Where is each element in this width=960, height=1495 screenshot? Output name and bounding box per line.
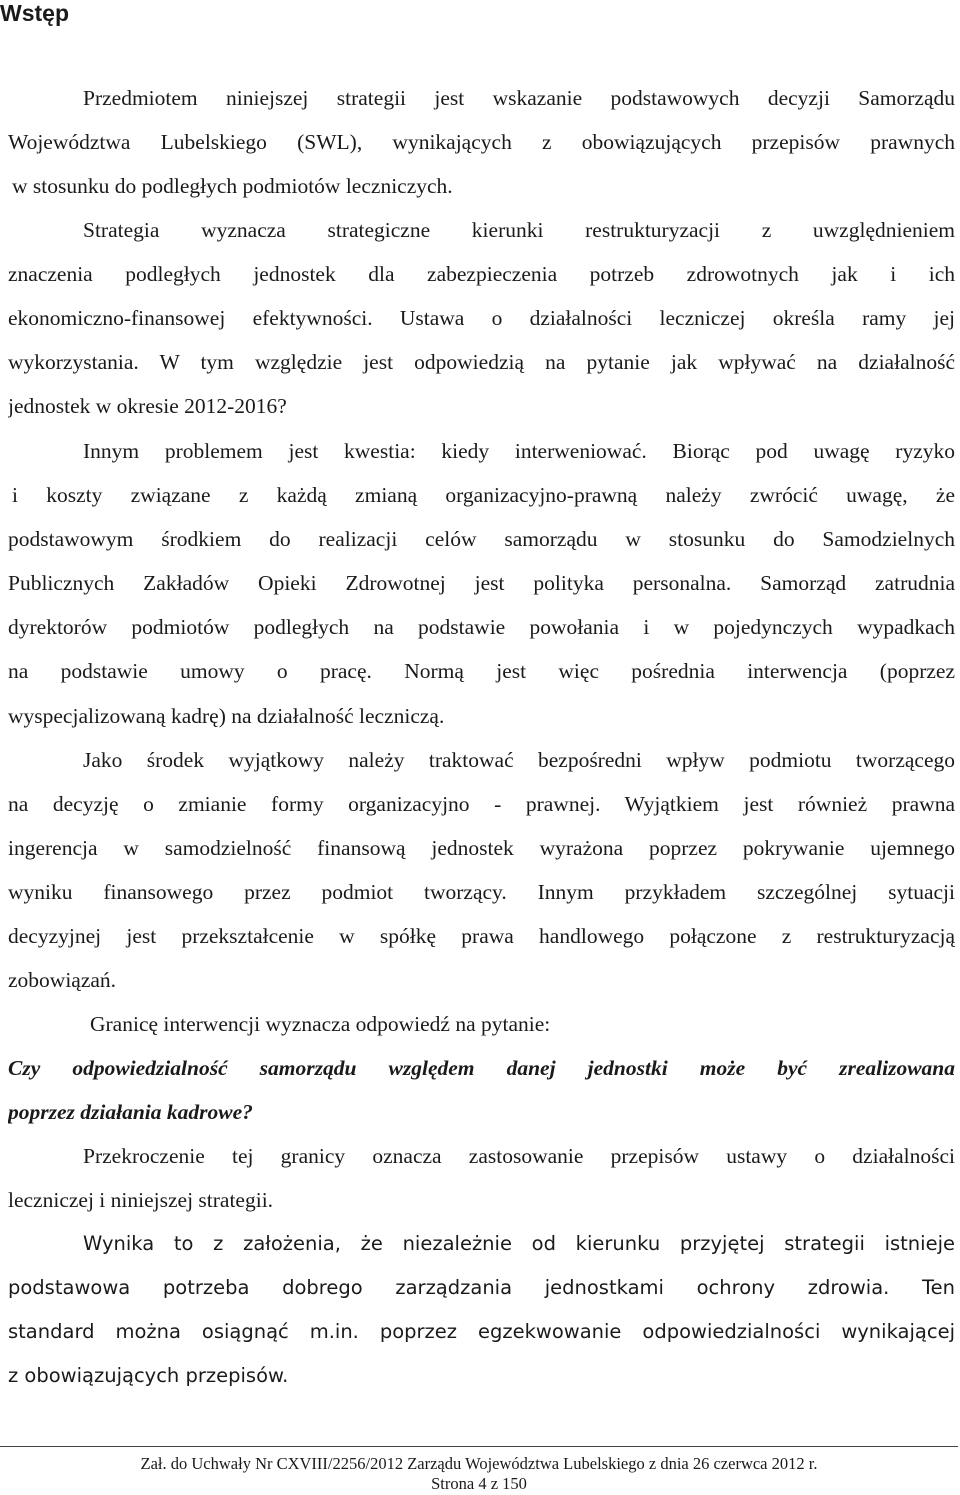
text-line: wyspecjalizowaną kadrę) na działalność leczniczą. — [8, 704, 445, 728]
text-line: podstawowym środkiem do realizacji celów samorządu w stosunku do Samodzielnych — [8, 527, 955, 551]
text-line: Województwa Lubelskiego (SWL), wynikających z obowiązujących przepisów prawnych — [8, 130, 955, 154]
text-line: poprzez działania kadrowe? — [8, 1100, 253, 1124]
text-line: na podstawie umowy o pracę. Normą jest więc pośrednia interwencja (poprzez — [8, 659, 955, 683]
text-line: zobowiązań. — [8, 968, 117, 992]
text-line: wykorzystania. W tym względzie jest odpowiedzią na pytanie jak wpływać na działalność — [8, 350, 955, 374]
text-line: decyzyjnej jest przekształcenie w spółkę prawa handlowego połączone z restrukturyzacją — [8, 924, 955, 948]
text-line: Przekroczenie tej granicy oznacza zastosowanie przepisów ustawy o działalności — [83, 1144, 955, 1168]
text-line: na decyzję o zmianie formy organizacyjno - prawnej. Wyjątkiem jest również prawna — [8, 792, 955, 816]
text-line: ingerencja w samodzielność finansową jednostek wyrażona poprzez pokrywanie ujemnego — [8, 836, 955, 860]
text-line: dyrektorów podmiotów podległych na podstawie powołania i w pojedynczych wypadkach — [8, 615, 955, 639]
footer-resolution: Zał. do Uchwały Nr CXVIII/2256/2012 Zarządu Województwa Lubelskiego z dnia 26 czerwca 2012 r. — [140, 1454, 818, 1473]
footer-divider — [0, 1446, 958, 1447]
text-line: Wynika to z założenia, że niezależnie od kierunku przyjętej strategii istnieje — [83, 1232, 955, 1255]
footer-page-number: Strona 4 z 150 — [431, 1474, 527, 1493]
text-line: Czy odpowiedzialność samorządu względem danej jednostki może być zrealizowana — [8, 1056, 955, 1080]
text-line: Publicznych Zakładów Opieki Zdrowotnej jest polityka personalna. Samorząd zatrudnia — [8, 571, 955, 595]
text-line: w stosunku do podległych podmiotów leczniczych. — [12, 174, 453, 198]
text-line: Innym problemem jest kwestia: kiedy interweniować. Biorąc pod uwagę ryzyko — [83, 439, 955, 463]
text-line: wyniku finansowego przez podmiot tworzący. Innym przykładem szczególnej sytuacji — [8, 880, 955, 904]
text-line: standard można osiągnąć m.in. poprzez egzekwowanie odpowiedzialności wynikającej — [8, 1320, 955, 1343]
text-line: znaczenia podległych jednostek dla zabezpieczenia potrzeb zdrowotnych jak i ich — [8, 262, 955, 286]
text-line: podstawowa potrzeba dobrego zarządzania jednostkami ochrony zdrowia. Ten — [8, 1276, 955, 1299]
page-heading: Wstęp — [0, 0, 69, 26]
text-line: Granicę interwencji wyznacza odpowiedź na pytanie: — [90, 1012, 551, 1036]
text-line: leczniczej i niniejszej strategii. — [8, 1188, 274, 1212]
text-line: Strategia wyznacza strategiczne kierunki restrukturyzacji z uwzględnieniem — [83, 218, 955, 242]
text-line: i koszty związane z każdą zmianą organizacyjno-prawną należy zwrócić uwagę, że — [12, 483, 955, 507]
text-line: ekonomiczno-finansowej efektywności. Ustawa o działalności leczniczej określa ramy jej — [8, 306, 955, 330]
text-line: Jako środek wyjątkowy należy traktować bezpośredni wpływ podmiotu tworzącego — [83, 748, 955, 772]
text-line: jednostek w okresie 2012-2016? — [8, 394, 287, 418]
text-line: Przedmiotem niniejszej strategii jest wskazanie podstawowych decyzji Samorządu — [83, 86, 955, 110]
text-line: z obowiązujących przepisów. — [8, 1364, 289, 1387]
